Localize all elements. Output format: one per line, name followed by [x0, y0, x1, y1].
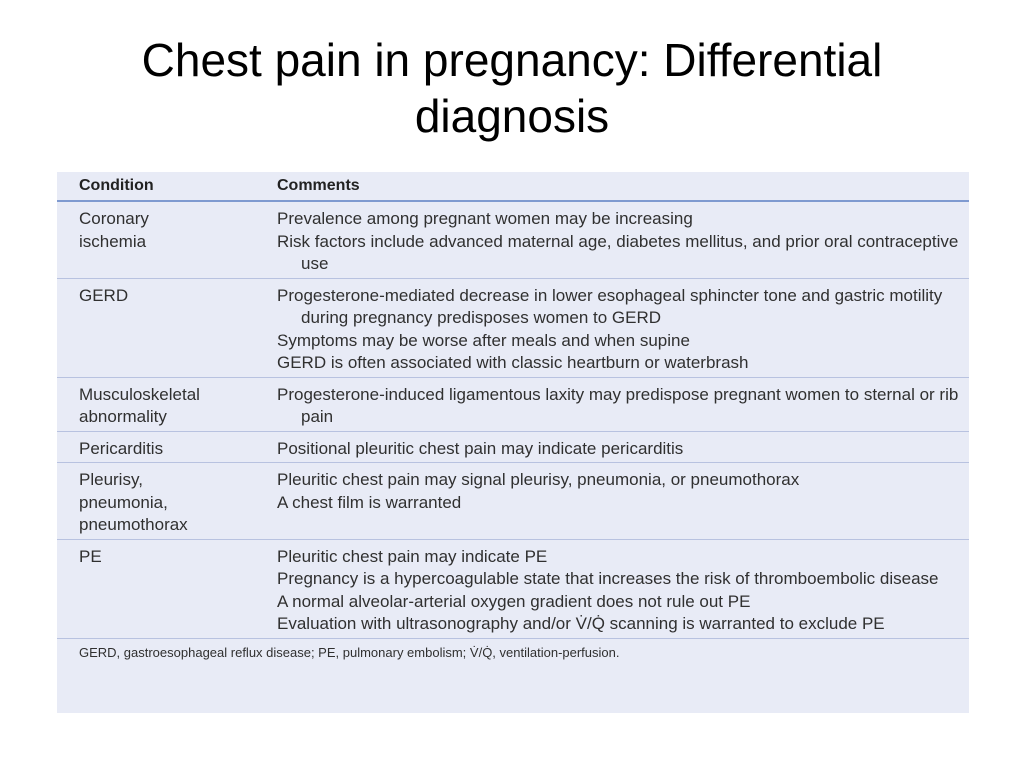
condition-cell: Pleurisy, pneumonia, pneumothorax: [57, 463, 255, 540]
condition-cell: Pericarditis: [57, 431, 255, 463]
condition-cell: GERD: [57, 278, 255, 377]
header-comments: Comments: [255, 172, 969, 201]
condition-cell: Musculoskeletal abnormality: [57, 377, 255, 431]
condition-cell: Coronary ischemia: [57, 201, 255, 278]
comment-line: Pregnancy is a hypercoagulable state that increases the risk of thromboembolic disease: [277, 569, 939, 588]
comments-cell: [255, 377, 969, 431]
table-footnote-row: [57, 638, 969, 666]
comment-line: Pleuritic chest pain may signal pleurisy, pneumonia, or pneumothorax: [277, 470, 800, 489]
comment-line: GERD is often associated with classic heartburn or waterbrash: [277, 353, 749, 372]
comments-cell: [255, 201, 969, 278]
table-header-row: [57, 172, 969, 201]
differential-diagnosis-table: [57, 172, 969, 713]
table-row: [57, 539, 969, 638]
comment-line: A normal alveolar-arterial oxygen gradient does not rule out PE: [277, 591, 751, 611]
condition-cell: PE: [57, 539, 255, 638]
comments-cell: [255, 431, 969, 463]
comment-line: Positional pleuritic chest pain may indicate pericarditis: [277, 438, 684, 458]
comment-line: Evaluation with ultrasonography and/or V̇/Q̇ scanning is warranted to exclude PE: [277, 614, 885, 633]
table-footnote: GERD, gastroesophageal reflux disease; PE, pulmonary embolism; V̇/Q̇, ventilation-perfusion.: [79, 644, 620, 660]
table-row: [57, 431, 969, 463]
comment-line: Progesterone-mediated decrease in lower esophageal sphincter tone and gastric motility during pregnancy predisposes women to GERD: [277, 285, 943, 327]
comment-line: Progesterone-induced ligamentous laxity may predispose pregnant women to sternal or rib pain: [277, 384, 959, 426]
comments-cell: [255, 463, 969, 540]
header-condition: Condition: [57, 172, 255, 201]
diagnosis-table: [57, 172, 969, 666]
comments-cell: [255, 539, 969, 638]
table-row: [57, 377, 969, 431]
comments-cell: [255, 278, 969, 377]
table-row: [57, 278, 969, 377]
comment-line: Prevalence among pregnant women may be increasing: [277, 209, 693, 228]
comment-line: A chest film is warranted: [277, 492, 462, 512]
table-row: [57, 463, 969, 540]
table-row: [57, 201, 969, 278]
slide-title: Chest pain in pregnancy: Differential diagnosis: [141, 34, 883, 142]
comment-line: Risk factors include advanced maternal age, diabetes mellitus, and prior oral contraceptive use: [277, 231, 959, 273]
comment-line: Pleuritic chest pain may indicate PE: [277, 546, 548, 566]
comment-line: Symptoms may be worse after meals and when supine: [277, 330, 690, 350]
